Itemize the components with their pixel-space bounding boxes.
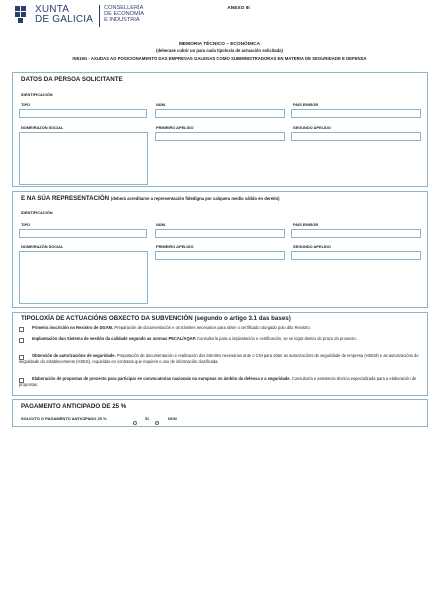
payment-no-label: NON bbox=[168, 416, 177, 421]
applicant-pais-field[interactable] bbox=[291, 109, 421, 118]
applicant-num-label: NÚM. bbox=[156, 102, 166, 107]
memo-note: (deberase cubrir un para cada tipoloxía de actuación solicitada) bbox=[156, 48, 283, 53]
annex-label: ANEXO III bbox=[227, 6, 250, 11]
typology-option-2-text: Implantación dun Sistema de xestión da calidade segundo as normas PECAL/AQAP. Consultoría para a implantación e certificación, se se logra dentro do prazo do proxecto. bbox=[32, 336, 357, 341]
payment-section bbox=[12, 399, 428, 427]
typology-option-4-text: Elaboración de propostas de proxecto para participar en convocatorias nacionais ou europeas no ámbito da defensa e a seguridade. Consultoría e asistencia técnica especializada para a elaboración de propostas. bbox=[19, 376, 417, 388]
payment-yes-radio[interactable] bbox=[133, 414, 137, 432]
representation-num-label: NÚM. bbox=[156, 222, 166, 227]
representation-tipo-label: TIPO bbox=[21, 222, 31, 227]
typology-section-title: TIPOLOXÍA DE ACTUACIÓNS OBXECTO DA SUBVENCIÓN (segundo o artigo 3.1 das bases) bbox=[21, 315, 291, 322]
procedure-title: IN519G - AXUDAS AO POSICIONAMENTO DAS EMPRESAS GALEGAS COMO SUBMINISTRADORAS EN MATERIA DE SEGURIDADE E DEFENSA bbox=[72, 56, 367, 61]
typology-option-3-text: Obtención de autorizacións de seguridade. Preparación de documentación e realización dos trámites necesarios ante o CNI para obter as autorizacións de seguridade de empresa (HSEM) e as autorizacións de seguridade do establecemento (HSES), requiridas en contratos que requiren o uso de información clasificada. bbox=[19, 353, 419, 365]
applicant-surname1-field[interactable] bbox=[155, 132, 285, 141]
representation-section bbox=[12, 191, 428, 308]
typology-section bbox=[12, 312, 428, 396]
representation-section-note: (deberá acreditarse a representación fidedigna por calquera medio válido en dereito) bbox=[110, 196, 280, 201]
representation-surname1-field[interactable] bbox=[155, 251, 285, 260]
representation-pais-field[interactable] bbox=[291, 229, 421, 238]
representation-name-field[interactable] bbox=[19, 251, 148, 304]
applicant-identification-label: IDENTIFICACIÓN bbox=[21, 92, 53, 97]
payment-question: SOLICITO O PAGAMENTO ANTICIPADO 25 % bbox=[21, 416, 107, 421]
typology-option-1-checkbox[interactable] bbox=[19, 327, 24, 332]
representation-surname1-label: PRIMEIRO APELIDO bbox=[156, 244, 194, 249]
applicant-section bbox=[12, 72, 428, 187]
applicant-name-label: NOME/RAZÓN SOCIAL bbox=[21, 125, 64, 130]
applicant-pais-label: PAÍS EMISOR bbox=[293, 102, 319, 107]
representation-name-label: NOME/RAZÓN SOCIAL bbox=[21, 244, 64, 249]
representation-pais-label: PAÍS EMISOR bbox=[293, 222, 319, 227]
typology-option-1-text: Primeira inscrición no Rexistro de DGAM. Preparación de documentación e os trámites necesarios para obter o certificado otorgado polo dito Rexistro. bbox=[32, 325, 311, 330]
logo-department: CONSELLERÍA DE ECONOMÍA E INDUSTRIA bbox=[104, 5, 144, 23]
representation-section-title: E NA SÚA REPRESENTACIÓN (deberá acreditarse a representación fidedigna por calquera medio válido en dereito) bbox=[21, 195, 280, 202]
payment-section-title: PAGAMENTO ANTICIPADO DE 25 % bbox=[21, 403, 127, 410]
payment-no-radio[interactable] bbox=[155, 414, 159, 432]
representation-surname2-field[interactable] bbox=[291, 251, 421, 260]
representation-num-field[interactable] bbox=[155, 229, 285, 238]
payment-yes-label: SI bbox=[145, 416, 149, 421]
representation-tipo-field[interactable] bbox=[19, 229, 147, 238]
applicant-tipo-label: TIPO bbox=[21, 102, 31, 107]
applicant-surname2-label: SEGUNDO APELIDO bbox=[293, 125, 331, 130]
applicant-surname2-field[interactable] bbox=[291, 132, 421, 141]
memo-title: MEMORIA TÉCNICO – ECONÓMICA bbox=[178, 42, 261, 47]
typology-option-2-checkbox[interactable] bbox=[19, 338, 24, 343]
representation-surname2-label: SEGUNDO APELIDO bbox=[293, 244, 331, 249]
applicant-surname1-label: PRIMEIRO APELIDO bbox=[156, 125, 194, 130]
representation-identification-label: IDENTIFICACIÓN bbox=[21, 210, 53, 215]
applicant-num-field[interactable] bbox=[155, 109, 285, 118]
applicant-tipo-field[interactable] bbox=[19, 109, 147, 118]
applicant-section-title: DATOS DA PERSOA SOLICITANTE bbox=[21, 76, 123, 83]
logo-text: XUNTA DE GALICIA bbox=[35, 4, 94, 25]
applicant-name-field[interactable] bbox=[19, 132, 148, 185]
